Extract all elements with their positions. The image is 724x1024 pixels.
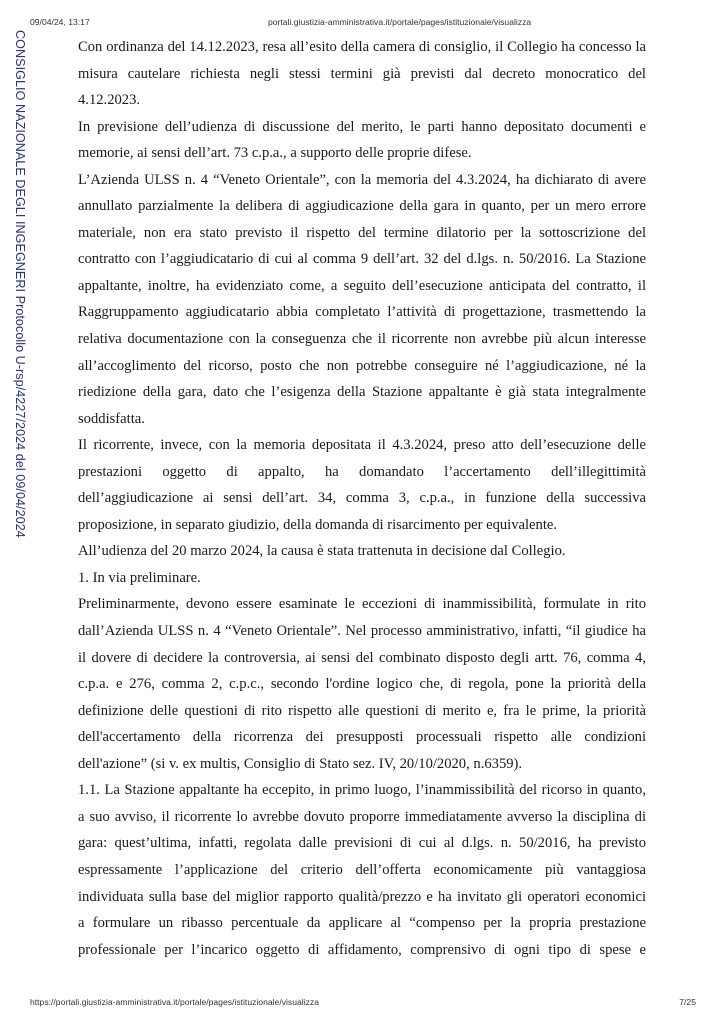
document-line: L’Azienda ULSS n. 4 “Veneto Orientale”, con la memoria del 4.3.2024, ha dichiarato di avere [78, 171, 646, 188]
document-body [78, 34, 646, 963]
document-line: 1.1. La Stazione appaltante ha eccepito, in primo luogo, l’inammissibilità del ricorso in quanto, [78, 782, 646, 799]
document-line: a suo avviso, il ricorrente lo avrebbe dovuto proporre immediatamente avverso la disciplina di [78, 808, 646, 825]
document-line: relativa documentazione con la conseguenza che il ricorrente non avrebbe più alcun interesse [78, 331, 646, 348]
page-number: 7/25 [679, 997, 696, 1007]
print-footer-url: https://portali.giustizia-amministrativa.it/portale/pages/istituzionale/visualizza [30, 997, 319, 1007]
document-line: soddisfatta. [78, 410, 145, 427]
document-line: riedizione della gara, dato che l’esigenza della Stazione appaltante è già stata integralmente [78, 384, 646, 401]
document-line: 4.12.2023. [78, 92, 141, 109]
document-line: c.p.a. e 276, comma 2, c.p.c., secondo l'ordine logico che, di regola, pone la priorità della [78, 676, 646, 693]
document-line: prestazioni oggetto di appalto, ha domandato l’accertamento dell’illegittimità [78, 463, 646, 480]
document-line: Preliminarmente, devono essere esaminate le eccezioni di inammissibilità, formulate in rito [78, 596, 646, 613]
document-line: Con ordinanza del 14.12.2023, resa all’esito della camera di consiglio, il Collegio ha concesso la [78, 39, 646, 55]
document-line: All’udienza del 20 marzo 2024, la causa è stata trattenuta in decisione dal Collegio. [78, 543, 566, 560]
document-line: dell’aggiudicazione ai sensi dell’art. 34, comma 3, c.p.a., in funzione della successiva [78, 490, 646, 507]
document-line: dall’Azienda ULSS n. 4 “Veneto Orientale”. Nel processo amministrativo, infatti, “il giudice ha [78, 623, 646, 640]
document-line: espressamente l’applicazione del criterio dell’offerta economicamente più vantaggiosa [78, 861, 646, 878]
document-line: contratto con l’aggiudicatario di cui al comma 9 dell’art. 32 del d.lgs. n. 50/2016. La Stazione [78, 251, 646, 268]
print-header-datetime: 09/04/24, 13:17 [30, 17, 90, 27]
document-line: proposizione, in separato giudizio, della domanda di risarcimento per equivalente. [78, 516, 558, 533]
document-line: Raggruppamento aggiudicatario abbia completato l’attività di progettazione, trasmettendo la [78, 304, 646, 321]
document-line: memorie, ai sensi dell’art. 73 c.p.a., a supporto delle proprie difese. [78, 145, 472, 162]
document-line: appaltante, inoltre, ha evidenziato come, a seguito dell’esecuzione anticipata del contratto, il [78, 277, 646, 294]
document-line: all’accoglimento del ricorso, posto che non potrebbe conseguire né l’aggiudicazione, né la [78, 357, 646, 374]
document-line: 1. In via preliminare. [78, 569, 201, 586]
document-line: dell'accertamento della ricorrenza dei presupposti processuali rispetto alle condizioni [78, 729, 646, 746]
protocol-stamp: CONSIGLIO NAZIONALE DEGLI INGEGNERI Protocollo U-rsp/4227/2024 del 09/04/2024 [13, 30, 27, 538]
document-line: annullato parzialmente la delibera di aggiudicazione della gara in quanto, per un mero errore [78, 198, 646, 215]
document-line: professionale per l’incarico oggetto di affidamento, comprensivo di ogni tipo di spese e [78, 941, 646, 958]
document-line: materiale, non era stato previsto il rispetto del termine dilatorio per la sottoscrizione del [78, 224, 646, 241]
document-line: a formulare un ribasso percentuale da applicare al “compenso per la propria prestazione [78, 915, 646, 932]
document-line: Il ricorrente, invece, con la memoria depositata il 4.3.2024, preso atto dell’esecuzione delle [78, 437, 646, 454]
document-line: individuata sulla base del miglior rapporto qualità/prezzo e ha invitato gli operatori economici [78, 888, 646, 905]
print-header-url: portali.giustizia-amministrativa.it/portale/pages/istituzionale/visualizza [268, 17, 532, 27]
document-line: definizione delle questioni di rito rispetto alle questioni di merito e, fra le prime, la priorità [78, 702, 646, 719]
document-line: In previsione dell’udienza di discussione del merito, le parti hanno depositato documenti e [78, 118, 646, 135]
document-line: gara: quest’ultima, infatti, regolata dalle previsioni di cui al d.lgs. n. 50/2016, ha previsto [78, 835, 646, 852]
document-line: dell'azione” (si v. ex multis, Consiglio di Stato sez. IV, 20/10/2020, n.6359). [78, 755, 523, 772]
document-line: il dovere di decidere la controversia, ai sensi del combinato disposto degli artt. 76, comma 4, [78, 649, 646, 666]
document-line: misura cautelare richiesta negli stessi termini già previsti dal decreto monocratico del [78, 65, 646, 82]
